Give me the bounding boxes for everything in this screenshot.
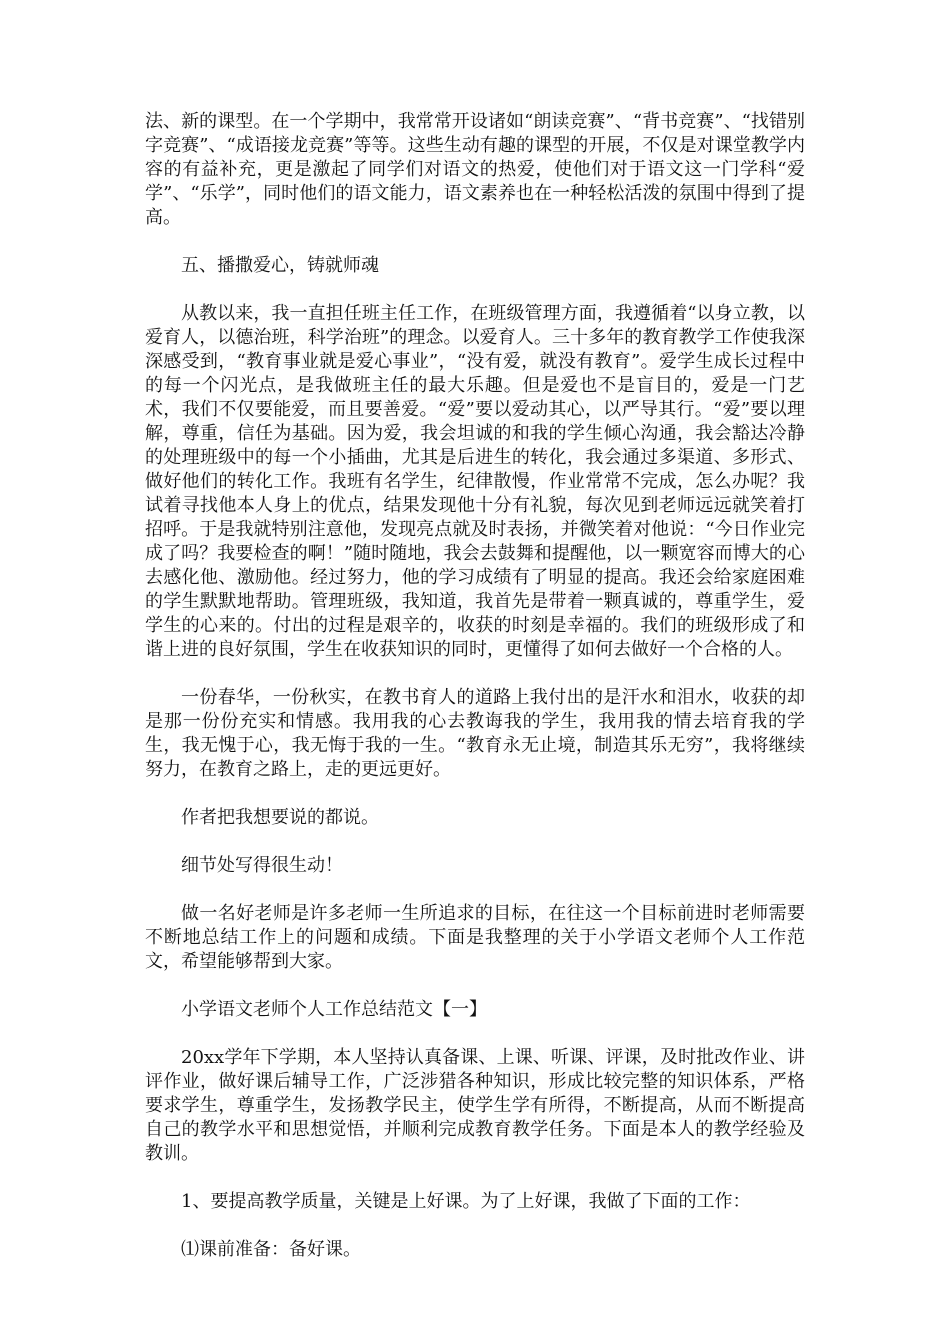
paragraph-semester-summary: 20xx学年下学期，本人坚持认真备课、上课、听课、评课，及时批改作业、讲评作业，做好课后辅导工作，广泛涉猎各种知识，形成比较完整的知识体系，严格要求学生，尊重学生，发扬教学民主，使学生学有所得，不断提高，从而不断提高自己的教学水平和思想觉悟，并顺利完成教育教学任务。下面是本人的教学经验及教训。 <box>145 1047 805 1164</box>
list-item-preparation: ⑴课前准备：备好课。 <box>181 1239 361 1260</box>
paragraph-lesson-types: 法、新的课型。在一个学期中，我常常开设诸如“朗读竞赛”、“背书竞赛”、“找错别字竞赛”、“成语接龙竞赛”等等。这些生动有趣的课型的开展，不仅是对课堂教学内容的有益补充，更是激起了同学们对语文的热爱，使他们对于语文这一门学科“爱学”、“乐学”，同时他们的语文能力，语文素养也在一种轻松活泼的氛围中得到了提高。 <box>145 111 805 228</box>
section-heading-love: 五、播撒爱心，铸就师魂 <box>181 255 379 276</box>
comment-one: 作者把我想要说的都说。 <box>181 807 379 828</box>
sample-title: 小学语文老师个人工作总结范文【一】 <box>181 999 487 1020</box>
comment-two: 细节处写得很生动！ <box>181 855 343 876</box>
document-body <box>145 110 805 1286</box>
paragraph-conclusion: 一份春华，一份秋实，在教书育人的道路上我付出的是汗水和泪水，收获的却是那一份份充实和情感。我用我的心去教诲我的学生，我用我的情去培育我的学生，我无愧于心，我无悔于我的一生。“教育永无止境，制造其乐无穷”，我将继续努力，在教育之路上，走的更远更好。 <box>145 687 805 780</box>
paragraph-intro: 做一名好老师是许多老师一生所追求的目标，在往这一个目标前进时老师需要不断地总结工作上的问题和成绩。下面是我整理的关于小学语文老师个人工作范文，希望能够帮到大家。 <box>145 903 805 972</box>
paragraph-class-management: 从教以来，我一直担任班主任工作，在班级管理方面，我遵循着“以身立教，以爱育人，以德治班，科学治班”的理念。以爱育人。三十多年的教育教学工作使我深深感受到，“教育事业就是爱心事业”，“没有爱，就没有教育”。爱学生成长过程中的每一个闪光点，是我做班主任的最大乐趣。但是爱也不是盲目的，爱是一门艺术，我们不仅要能爱，而且要善爱。“爱”要以爱动其心，以严导其行。“爱”要以理解，尊重，信任为基础。因为爱，我会坦诚的和我的学生倾心沟通，我会豁达冷静的处理班级中的每一个小插曲，尤其是后进生的转化，我会通过多渠道、多形式、做好他们的转化工作。我班有名学生，纪律散慢，作业常常不完成，怎么办呢？我试着寻找他本人身上的优点，结果发现他十分有礼貌，每次见到老师远远就笑着打招呼。于是我就特别注意他，发现亮点就及时表扬，并微笑着对他说：“今日作业完成了吗？我要检查的啊！”随时随地，我会去鼓舞和提醒他，以一颗宽容而博大的心去感化他、激励他。经过努力，他的学习成绩有了明显的提高。我还会给家庭困难的学生默默地帮助。管理班级，我知道，我首先是带着一颗真诚的，尊重学生，爱学生的心来的。付出的过程是艰辛的，收获的时刻是幸福的。我们的班级形成了和谐上进的良好氛围，学生在收获知识的同时，更懂得了如何去做好一个合格的人。 <box>145 303 805 660</box>
list-item-quality: 1、要提高教学质量，关键是上好课。为了上好课，我做了下面的工作： <box>181 1191 751 1212</box>
